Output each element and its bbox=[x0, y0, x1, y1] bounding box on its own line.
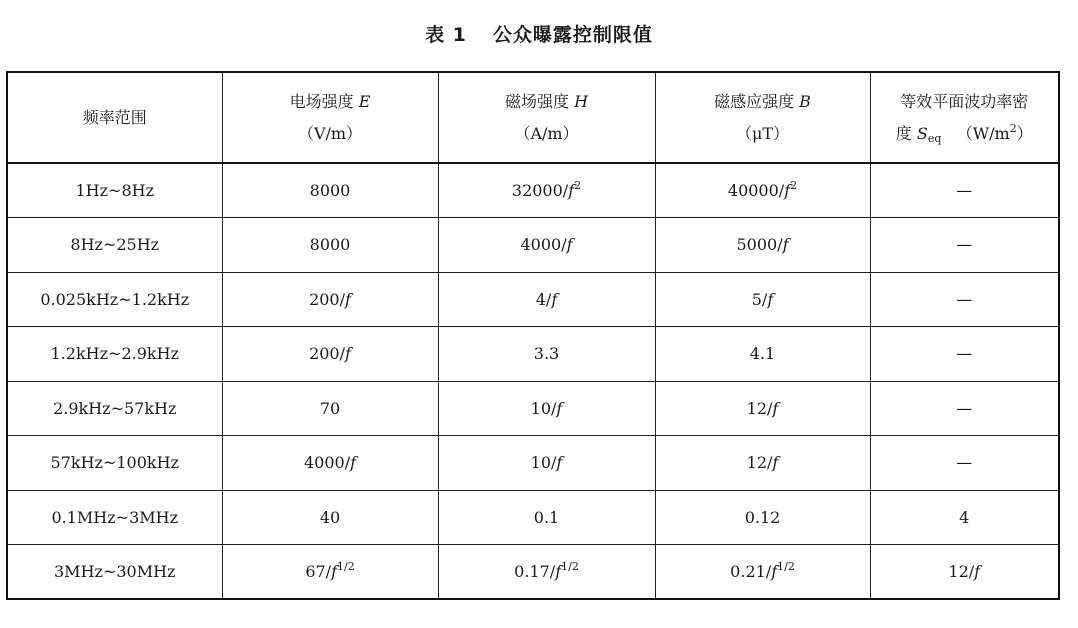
table-row bbox=[7, 163, 1059, 218]
exposure-limits-table bbox=[6, 71, 1060, 600]
exponent: 1/2 bbox=[336, 560, 355, 573]
electric-field-value-cell bbox=[222, 381, 438, 436]
frequency-variable: f bbox=[555, 562, 562, 581]
value-number: 40000/ bbox=[727, 181, 785, 200]
exponent: 1/2 bbox=[777, 560, 795, 573]
magnetic-induction-value-cell bbox=[655, 545, 870, 600]
symbol-b: B bbox=[799, 91, 811, 111]
not-applicable-dash: — bbox=[956, 235, 973, 255]
frequency-range-cell: 0.025kHz~1.2kHz bbox=[7, 272, 222, 327]
magnetic-field-value-cell bbox=[438, 381, 655, 436]
table-row bbox=[7, 272, 1059, 327]
value-number: 67/ bbox=[305, 562, 332, 581]
frequency-variable: f bbox=[771, 562, 778, 581]
value-number: 0.12 bbox=[744, 507, 781, 527]
value-number: 5/ bbox=[751, 289, 768, 309]
frequency-variable: f bbox=[784, 181, 791, 200]
value-number: 4000/ bbox=[520, 235, 567, 255]
power-density-value-cell bbox=[870, 163, 1059, 218]
frequency-variable: f bbox=[345, 289, 351, 309]
not-applicable-dash: — bbox=[956, 453, 973, 473]
value-number: 8000 bbox=[309, 235, 351, 255]
electric-field-value-cell bbox=[222, 490, 438, 545]
value-number: 10/ bbox=[530, 453, 557, 473]
power-density-value-cell bbox=[870, 490, 1059, 545]
frequency-variable: f bbox=[767, 289, 774, 309]
frequency-range-cell: 2.9kHz~57kHz bbox=[7, 381, 222, 436]
header-frequency-range: 频率范围 bbox=[7, 72, 222, 163]
power-density-value-cell bbox=[870, 272, 1059, 327]
header-magnetic-field: 磁场强度 H （A/m） bbox=[438, 72, 655, 163]
not-applicable-dash: — bbox=[956, 398, 973, 418]
magnetic-field-value-cell bbox=[438, 272, 655, 327]
value-number: 12/ bbox=[746, 453, 773, 473]
frequency-range-cell: 0.1MHz~3MHz bbox=[7, 490, 222, 545]
electric-field-value-cell bbox=[222, 327, 438, 382]
frequency-range-cell: 1.2kHz~2.9kHz bbox=[7, 327, 222, 382]
unit-s: $(W/m^2)$ bbox=[956, 121, 1033, 143]
power-density-value-cell bbox=[870, 545, 1059, 600]
power-density-value-cell bbox=[870, 218, 1059, 273]
value-number: 0.21/ bbox=[730, 562, 772, 581]
magnetic-induction-value-cell bbox=[655, 381, 870, 436]
header-power-density: 等效平面波功率密 度 $S_{eq}$ $(W/m^2)$ bbox=[870, 72, 1059, 163]
frequency-variable: f bbox=[772, 398, 779, 418]
exponent: 1/2 bbox=[561, 560, 579, 573]
frequency-range-cell: 57kHz~100kHz bbox=[7, 436, 222, 491]
magnetic-field-value-cell bbox=[438, 436, 655, 491]
unit-h: （A/m） bbox=[514, 123, 579, 143]
table-row bbox=[7, 436, 1059, 491]
magnetic-field-value-cell bbox=[438, 545, 655, 600]
symbol-h: H bbox=[574, 91, 589, 111]
value-number: 40 bbox=[319, 507, 341, 527]
table-row bbox=[7, 490, 1059, 545]
value-number: 12/ bbox=[948, 562, 975, 581]
exponent: 2 bbox=[790, 179, 798, 192]
value-number: 200/ bbox=[309, 289, 345, 309]
magnetic-induction-value-cell bbox=[655, 163, 870, 218]
value-number: 4/ bbox=[535, 289, 552, 309]
table-row bbox=[7, 545, 1059, 600]
header-row bbox=[7, 72, 1059, 163]
frequency-range-cell: 1Hz~8Hz bbox=[7, 163, 222, 218]
value-number: 5000/ bbox=[736, 235, 783, 255]
power-density-value-cell bbox=[870, 327, 1059, 382]
unit-e: （V/m） bbox=[297, 123, 363, 143]
table-caption bbox=[0, 20, 1078, 47]
frequency-variable: f bbox=[772, 453, 779, 473]
electric-field-value-cell bbox=[222, 436, 438, 491]
frequency-range-cell: 3MHz~30MHz bbox=[7, 545, 222, 600]
electric-field-value-cell bbox=[222, 272, 438, 327]
frequency-variable: f bbox=[345, 344, 351, 364]
value-number: 4 bbox=[959, 507, 970, 527]
value-number: 4.1 bbox=[749, 344, 776, 364]
electric-field-value-cell bbox=[222, 218, 438, 273]
unit-b: （μT） bbox=[735, 123, 790, 143]
value-number: 10/ bbox=[530, 398, 557, 418]
frequency-variable: f bbox=[566, 235, 573, 255]
electric-field-value-cell bbox=[222, 545, 438, 600]
header-magnetic-induction: 磁感应强度 B （μT） bbox=[655, 72, 870, 163]
header-electric-field: 电场强度 E （V/m） bbox=[222, 72, 438, 163]
frequency-variable: f bbox=[974, 562, 981, 581]
magnetic-induction-value-cell bbox=[655, 218, 870, 273]
not-applicable-dash: — bbox=[956, 181, 973, 200]
not-applicable-dash: — bbox=[956, 344, 973, 364]
frequency-variable: f bbox=[551, 289, 558, 309]
frequency-variable: f bbox=[331, 562, 337, 581]
electric-field-value-cell bbox=[222, 163, 438, 218]
value-number: 8000 bbox=[309, 181, 351, 200]
frequency-range-cell: 8Hz~25Hz bbox=[7, 218, 222, 273]
magnetic-induction-value-cell bbox=[655, 272, 870, 327]
table-title: 公众曝露控制限值 bbox=[492, 24, 653, 46]
symbol-e: E bbox=[358, 91, 371, 111]
value-number: 200/ bbox=[309, 344, 345, 364]
frequency-variable: f bbox=[556, 398, 563, 418]
magnetic-induction-value-cell bbox=[655, 490, 870, 545]
frequency-variable: f bbox=[556, 453, 563, 473]
value-number: 12/ bbox=[746, 398, 773, 418]
magnetic-induction-value-cell bbox=[655, 436, 870, 491]
magnetic-field-value-cell bbox=[438, 218, 655, 273]
table-row bbox=[7, 218, 1059, 273]
value-number: 32000/ bbox=[511, 181, 569, 200]
value-number: 3.3 bbox=[533, 344, 560, 364]
frequency-variable: f bbox=[350, 453, 357, 473]
value-number: 0.17/ bbox=[514, 562, 556, 581]
not-applicable-dash: — bbox=[956, 289, 973, 309]
frequency-variable: f bbox=[782, 235, 789, 255]
magnetic-field-value-cell bbox=[438, 163, 655, 218]
table-row bbox=[7, 327, 1059, 382]
power-density-value-cell bbox=[870, 381, 1059, 436]
power-density-value-cell bbox=[870, 436, 1059, 491]
table-number: 表 1 bbox=[425, 24, 467, 46]
table-row bbox=[7, 381, 1059, 436]
value-number: 4000/ bbox=[303, 453, 351, 473]
frequency-variable: f bbox=[568, 181, 575, 200]
magnetic-induction-value-cell bbox=[655, 327, 870, 382]
magnetic-field-value-cell bbox=[438, 490, 655, 545]
value-number: 70 bbox=[319, 398, 341, 418]
value-number: 0.1 bbox=[533, 507, 560, 527]
symbol-s: S bbox=[916, 123, 928, 143]
exponent: 2 bbox=[574, 179, 582, 192]
magnetic-field-value-cell bbox=[438, 327, 655, 382]
